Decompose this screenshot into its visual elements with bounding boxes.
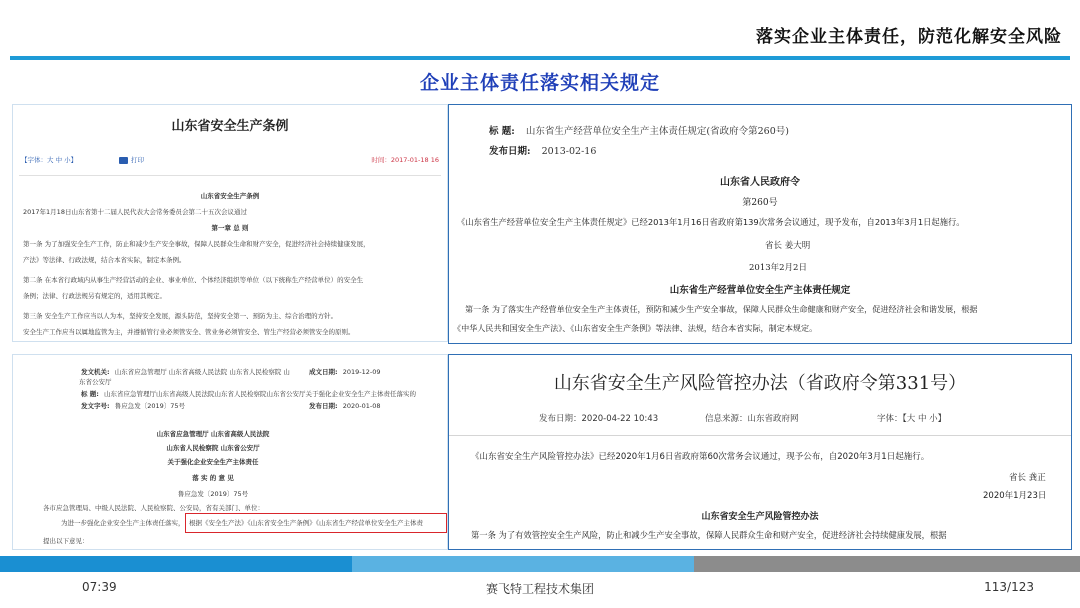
- article-1: 第一条 为了落实生产经营单位安全生产主体责任，预防和减少生产安全事故，保障人民群众生命健康和财产安全，促进经济社会和谐发展，根据: [465, 304, 978, 314]
- footer-time: 07:39: [82, 580, 117, 594]
- regulation-panel-4: [448, 354, 1072, 550]
- rule-title: 山东省安全生产风险管控办法: [701, 512, 819, 522]
- field-value: 山东省应急管理厅 山东省高级人民法院 山东省人民检察院 山: [114, 368, 290, 376]
- intro-text: 《山东省安全生产风险管控办法》已经2020年1月6日省政府第60次常务会议通过，现予公布，自2020年3月1日起施行。: [471, 452, 930, 462]
- body-line: 第一条 为了加强安全生产工作，防止和减少生产安全事故，保障人民群众生命和财产安全，促进经济社会持续健康发展，: [23, 240, 370, 248]
- recipients: 各市应急管理局、中级人民法院、人民检察院、公安局，省有关部门、单位：: [43, 504, 264, 512]
- body-line: 安全生产工作应当以属地监管为主，并遵循管行业必须管安全、管业务必须管安全、管生产经营必须管安全的原则。: [23, 328, 355, 336]
- body-line: 第三条 安全生产工作应当以人为本，坚持安全发展，源头防范，坚持安全第一、预防为主、综合治理的方针。: [23, 312, 338, 320]
- panel-title: 山东省安全生产风险管控办法（省政府令第331号）: [553, 373, 967, 394]
- field-label: 标 题:: [81, 390, 99, 398]
- header-title: 落实企业主体责任，防范化解安全风险: [756, 27, 1062, 47]
- order-number: 第260号: [742, 198, 778, 208]
- sign-date: 2013年2月2日: [749, 263, 807, 273]
- title-field: [81, 389, 416, 398]
- doc-title: 落 实 的 意 见: [192, 474, 234, 482]
- date-field: [489, 139, 596, 158]
- regulation-panel-1: [12, 104, 448, 342]
- print-label: 打印: [131, 156, 144, 164]
- regulation-panel-3: [12, 354, 448, 550]
- footer-bar-segment: [352, 556, 694, 572]
- printer-icon: [119, 157, 128, 164]
- field-label: 发布日期:: [309, 402, 338, 410]
- footer-bar-segment: [0, 556, 352, 572]
- field-value: 2013-02-16: [541, 146, 597, 157]
- footer-bar-segment: [694, 556, 1080, 572]
- field-label: 标 题:: [489, 126, 515, 137]
- field-value: 鲁应急发〔2019〕75号: [114, 402, 186, 410]
- doc-title: 山东省安全生产条例: [200, 192, 260, 200]
- body-line: 条例；法律、行政法规另有规定的，适用其规定。: [23, 292, 166, 300]
- highlight-box: [185, 513, 447, 533]
- field-label: 发文字号:: [81, 402, 110, 410]
- field-value: 2019-12-09: [342, 368, 381, 376]
- publish-date-field: [309, 401, 380, 410]
- signer: 省长 姜大明: [765, 241, 811, 251]
- font-size-switch[interactable]: 字体：【大 中 小】: [877, 414, 947, 424]
- doc-number: 鲁应急发〔2019〕75号: [177, 490, 249, 498]
- body-line: 第二条 在本省行政域内从事生产经营活动的企业、事业单位、个体经济组织等单位（以下统称生产经营单位）的安全生: [23, 276, 364, 284]
- doc-no-field: [81, 401, 185, 410]
- field-value: 2020-01-08: [342, 402, 381, 410]
- rule-title: 山东省生产经营单位安全生产主体责任规定: [669, 285, 851, 296]
- doc-title: 关于强化企业安全生产主体责任: [167, 458, 259, 466]
- field-value: 山东省生产经营单位安全生产主体责任规定(省政府令第260号): [525, 126, 789, 137]
- footer-organization: 赛飞特工程技术集团: [485, 582, 594, 596]
- info-source: 信息来源：山东省政府网: [705, 414, 799, 424]
- field-value: 山东省应急管理厅山东省高级人民法院山东省人民检察院山东省公安厅关于强化企业安全生产主体责任落实的: [103, 390, 416, 398]
- page-title: 企业主体责任落实相关规定: [419, 72, 660, 94]
- body-line: 为进一步强化企业安全生产主体责任落实，: [61, 519, 185, 527]
- field-label: 发布日期:: [489, 146, 531, 157]
- issuing-orgs: 山东省应急管理厅 山东省高级人民法院: [156, 430, 270, 438]
- panel-toolbar: [21, 155, 439, 171]
- article-1-cont: 《中华人民共和国安全生产法》、《山东省安全生产条例》等法律、法规，结合本省实际，制定本规定。: [453, 323, 818, 333]
- panel-title: 山东省安全生产条例: [171, 119, 289, 134]
- issuing-orgs: 山东省人民检察院 山东省公安厅: [166, 444, 260, 452]
- divider: [449, 435, 1071, 436]
- body-line: 提出以下意见：: [43, 537, 89, 545]
- chapter-heading: 第一章 总 则: [211, 224, 249, 232]
- title-field: [489, 119, 789, 138]
- regulation-panel-2: [448, 104, 1072, 344]
- body-line: 产法》等法律、行政法规，结合本省实际，制定本条例。: [23, 256, 186, 264]
- issuer-field: [81, 367, 290, 376]
- publish-time: 时间：2017-01-18 16: [371, 156, 439, 164]
- field-label: 成文日期:: [309, 368, 338, 376]
- signer: 省长 龚正: [1009, 473, 1046, 483]
- order-title: 山东省人民政府令: [720, 177, 800, 188]
- font-size-switch[interactable]: 【字体：大 中 小】: [21, 156, 78, 164]
- issuer-cont: 东省公安厅: [79, 378, 112, 386]
- article-1: 第一条 为了有效管控安全生产风险，防止和减少生产安全事故，保障人民群众生命和财产安全，促进经济社会持续健康发展，根据: [471, 530, 947, 540]
- highlighted-text: 根据《安全生产法》《山东省安全生产条例》《山东省生产经营单位安全生产主体责: [189, 519, 423, 527]
- intro-text: 《山东省生产经营单位安全生产主体责任规定》已经2013年1月16日省政府第139次常务会议通过，现予发布，自2013年3月1日起施行。: [457, 217, 965, 227]
- page-number: 113/123: [984, 580, 1034, 594]
- sign-date: 2020年1月23日: [983, 491, 1047, 501]
- adopted-note: 2017年1月18日山东省第十二届人民代表大会常务委员会第二十五次会议通过: [23, 208, 247, 216]
- field-label: 发文机关:: [81, 368, 110, 376]
- print-button[interactable]: [119, 155, 144, 164]
- publish-date: 发布日期：2020-04-22 10:43: [539, 414, 659, 424]
- divider: [19, 175, 441, 176]
- header-divider: [10, 56, 1070, 60]
- written-date-field: [309, 367, 380, 376]
